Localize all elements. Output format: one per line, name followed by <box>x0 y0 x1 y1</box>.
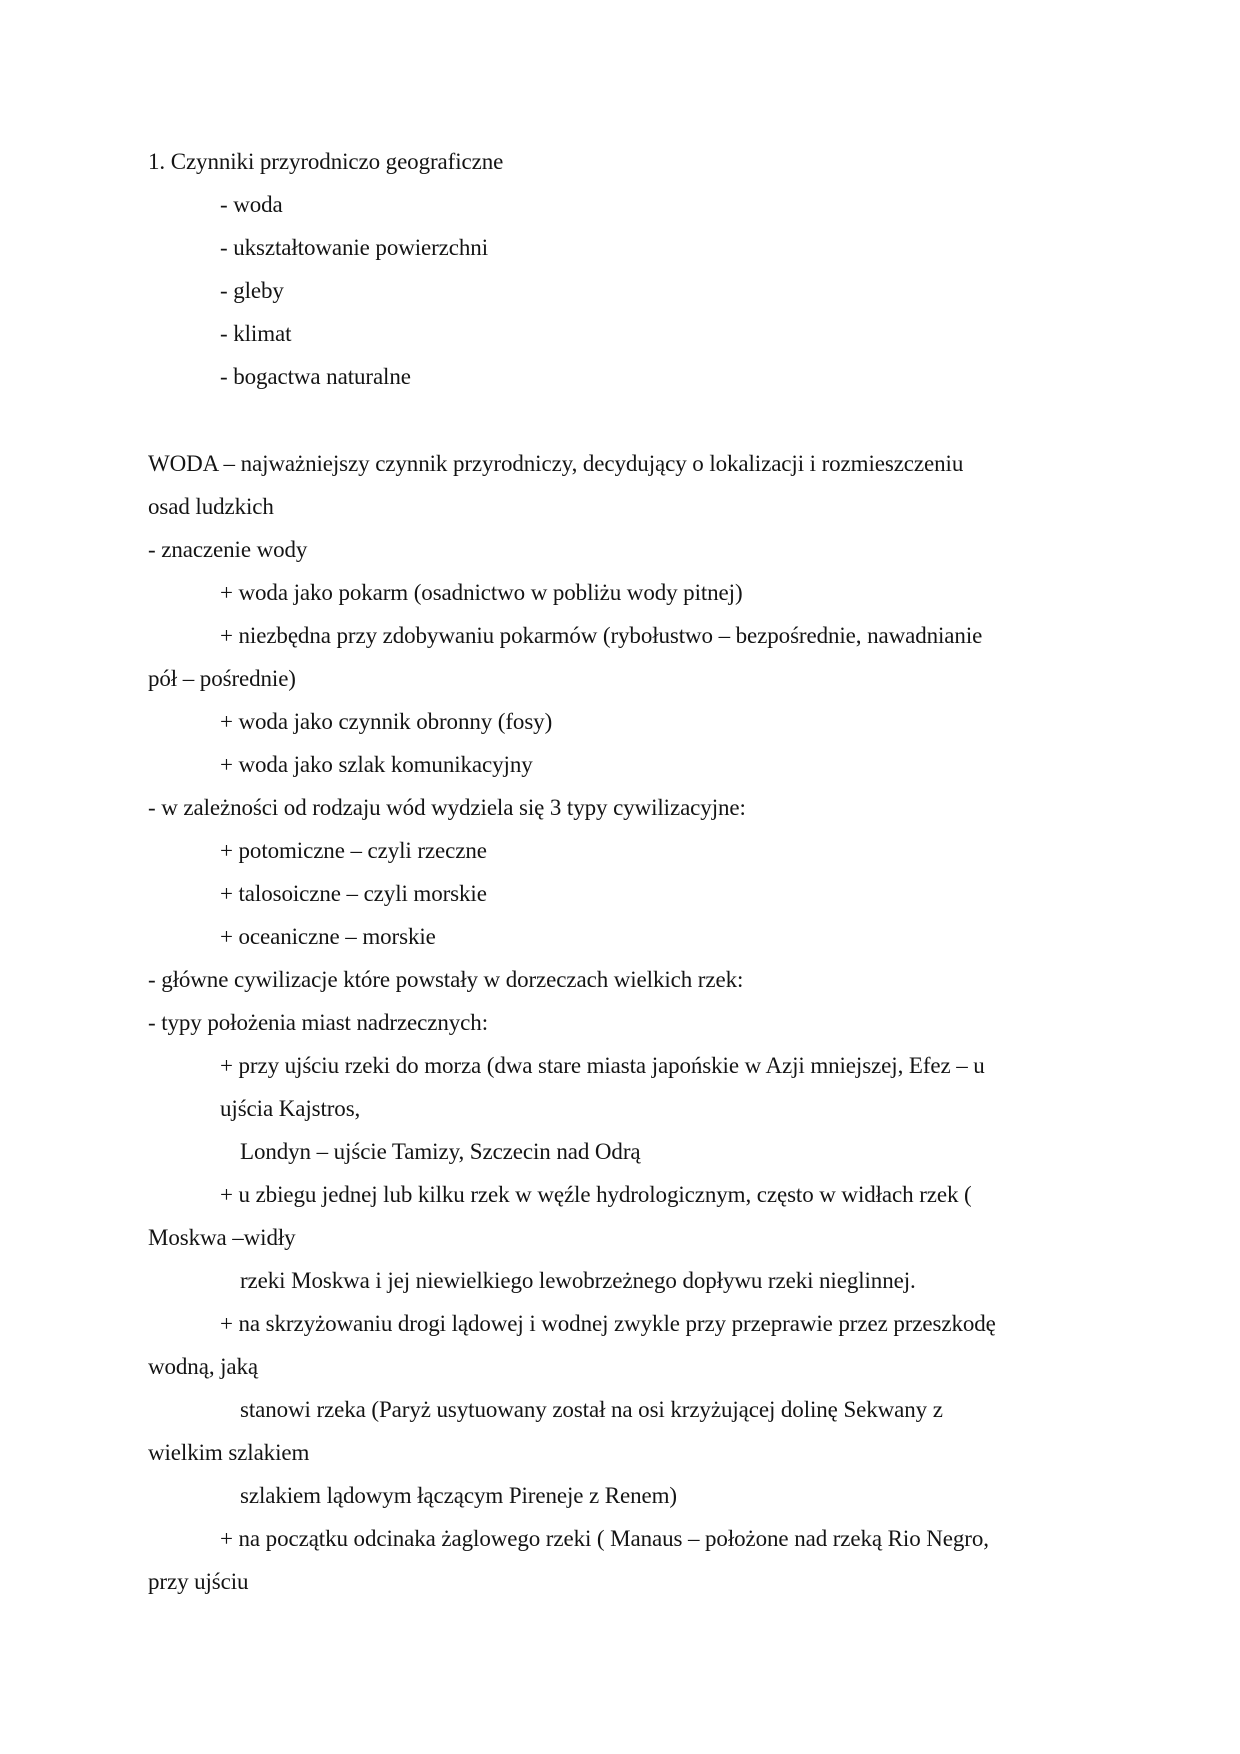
znaczenie-item: + woda jako czynnik obronny (fosy) <box>220 709 553 734</box>
polozenie-line: wodną, jaką <box>148 1354 259 1379</box>
polozenie-line: + przy ujściu rzeki do morza (dwa stare miasta japońskie w Azji mniejszej, Efez – u <box>220 1053 985 1078</box>
polozenie-line: przy ujściu <box>148 1569 249 1594</box>
polozenie-line: + na skrzyżowaniu drogi lądowej i wodnej zwykle przy przeprawie przez przeszkodę <box>220 1311 996 1336</box>
factor-klimat: - klimat <box>220 321 292 346</box>
polozenie-heading: - typy położenia miast nadrzecznych: <box>148 1010 488 1035</box>
polozenie-line: ujścia Kajstros, <box>220 1096 361 1121</box>
factor-woda: - woda <box>220 192 283 217</box>
cywilizacje-line: - główne cywilizacje które powstały w dorzeczach wielkich rzek: <box>148 967 744 992</box>
woda-intro-line1: WODA – najważniejszy czynnik przyrodniczy, decydujący o lokalizacji i rozmieszczeniu <box>148 451 964 476</box>
znaczenie-item-continuation: pół – pośrednie) <box>148 666 296 691</box>
typy-item: + potomiczne – czyli rzeczne <box>220 838 487 863</box>
polozenie-line: + na początku odcinaka żaglowego rzeki ( Manaus – położone nad rzeką Rio Negro, <box>220 1526 989 1551</box>
znaczenie-item: + niezbędna przy zdobywaniu pokarmów (rybołustwo – bezpośrednie, nawadnianie <box>220 623 983 648</box>
factor-gleby: - gleby <box>220 278 284 303</box>
woda-intro-line2: osad ludzkich <box>148 494 274 519</box>
heading: 1. Czynniki przyrodniczo geograficzne <box>148 149 504 174</box>
polozenie-line: Moskwa –widły <box>148 1225 296 1250</box>
polozenie-line: szlakiem lądowym łączącym Pireneje z Renem) <box>240 1483 677 1508</box>
znaczenie-item: + woda jako szlak komunikacyjny <box>220 752 533 777</box>
polozenie-line: wielkim szlakiem <box>148 1440 310 1465</box>
typy-item: + oceaniczne – morskie <box>220 924 436 949</box>
znaczenie-item: + woda jako pokarm (osadnictwo w pobliżu wody pitnej) <box>220 580 743 605</box>
factor-powierzchnia: - ukształtowanie powierzchni <box>220 235 488 260</box>
factor-bogactwa: - bogactwa naturalne <box>220 364 411 389</box>
typy-heading: - w zależności od rodzaju wód wydziela się 3 typy cywilizacyjne: <box>148 795 746 820</box>
typy-item: + talosoiczne – czyli morskie <box>220 881 487 906</box>
polozenie-line: Londyn – ujście Tamizy, Szczecin nad Odrą <box>240 1139 641 1164</box>
polozenie-line: rzeki Moskwa i jej niewielkiego lewobrzeżnego dopływu rzeki nieglinnej. <box>240 1268 916 1293</box>
znaczenie-heading: - znaczenie wody <box>148 537 308 562</box>
polozenie-line: stanowi rzeka (Paryż usytuowany został na osi krzyżującej dolinę Sekwany z <box>240 1397 943 1422</box>
polozenie-line: + u zbiegu jednej lub kilku rzek w węźle hydrologicznym, często w widłach rzek ( <box>220 1182 972 1207</box>
